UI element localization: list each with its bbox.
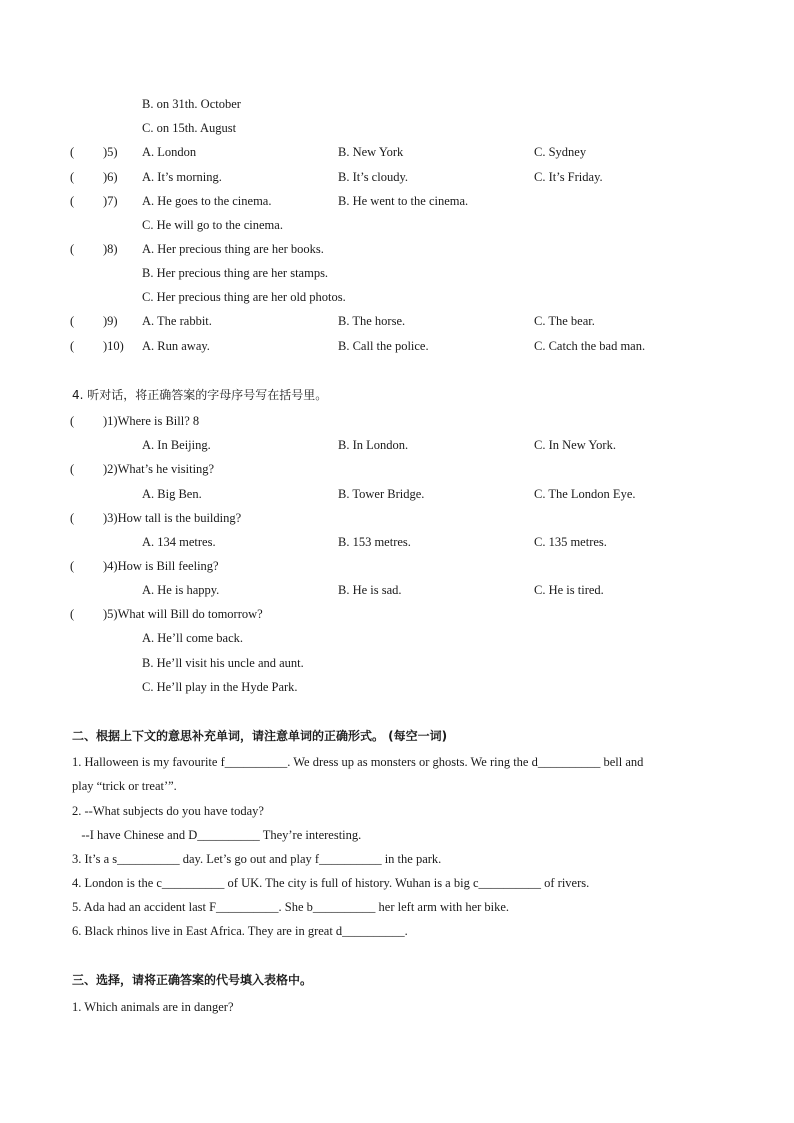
option-c: C. on 15th. August <box>142 121 237 135</box>
option-b: B. Tower Bridge. <box>338 487 425 501</box>
option-c: C. He will go to the cinema. <box>142 218 283 232</box>
option-b: B. He’ll visit his uncle and aunt. <box>142 656 304 670</box>
question-text: )1)Where is Bill? 8 <box>103 414 200 428</box>
fill-sentence: play “trick or treat’”. <box>72 779 177 793</box>
question-text: )3)How tall is the building? <box>103 511 242 525</box>
question-number: )5) <box>103 145 118 159</box>
fill-sentence: 2. --What subjects do you have today? <box>72 804 264 818</box>
option-b: B. Call the police. <box>338 339 429 353</box>
answer-bracket[interactable]: ( <box>70 145 75 159</box>
option-a: A. He goes to the cinema. <box>142 194 272 208</box>
question-text: )2)What’s he visiting? <box>103 462 215 476</box>
option-a: A. Big Ben. <box>142 487 202 501</box>
answer-bracket[interactable]: ( <box>70 194 75 208</box>
option-a: A. In Beijing. <box>142 438 211 452</box>
question-number: )7) <box>103 194 118 208</box>
option-c: C. Catch the bad man. <box>534 339 646 353</box>
option-a: A. He’ll come back. <box>142 631 244 645</box>
option-c: C. Sydney <box>534 145 587 159</box>
option-a: A. London <box>142 145 197 159</box>
fill-sentence: --I have Chinese and D__________ They’re interesting. <box>72 828 362 842</box>
question-number: )10) <box>103 339 124 353</box>
answer-bracket[interactable]: ( <box>70 462 75 476</box>
option-b: B. on 31th. October <box>142 97 241 111</box>
option-c: C. 135 metres. <box>534 535 607 549</box>
option-a: A. He is happy. <box>142 583 220 597</box>
fill-sentence: 3. It’s a s__________ day. Let’s go out and play f__________ in the park. <box>72 852 442 866</box>
option-b: B. 153 metres. <box>338 535 411 549</box>
question-text: )4)How is Bill feeling? <box>103 559 219 573</box>
answer-bracket[interactable]: ( <box>70 559 75 573</box>
answer-bracket[interactable]: ( <box>70 511 75 525</box>
answer-bracket[interactable]: ( <box>70 170 75 184</box>
section2-heading: 二、根据上下文的意思补充单词，请注意单词的正确形式。 (每空一词) <box>72 729 448 743</box>
fill-sentence: 5. Ada had an accident last F__________. She b__________ her left arm with her bike. <box>72 900 510 914</box>
option-a: A. 134 metres. <box>142 535 216 549</box>
question-text: )5)What will Bill do tomorrow? <box>103 607 263 621</box>
question-number: )8) <box>103 242 118 256</box>
option-c: C. The London Eye. <box>534 487 636 501</box>
fill-sentence: 6. Black rhinos live in East Africa. They are in great d__________. <box>72 924 408 938</box>
answer-bracket[interactable]: ( <box>70 314 75 328</box>
answer-bracket[interactable]: ( <box>70 339 75 353</box>
option-c: C. He is tired. <box>534 583 604 597</box>
option-b: B. He is sad. <box>338 583 402 597</box>
option-c: C. In New York. <box>534 438 616 452</box>
part4-heading: 4. 听对话，将正确答案的字母序号写在括号里。 <box>72 388 328 402</box>
option-b: B. New York <box>338 145 404 159</box>
option-b: B. It’s cloudy. <box>338 170 409 184</box>
fill-sentence: 1. Halloween is my favourite f__________. We dress up as monsters or ghosts. We ring the d__________ bell and <box>72 755 644 769</box>
option-b: B. In London. <box>338 438 409 452</box>
option-a: A. The rabbit. <box>142 314 212 328</box>
answer-bracket[interactable]: ( <box>70 607 75 621</box>
answer-bracket[interactable]: ( <box>70 414 75 428</box>
option-b: B. Her precious thing are her stamps. <box>142 266 329 280</box>
option-b: B. The horse. <box>338 314 406 328</box>
answer-bracket[interactable]: ( <box>70 242 75 256</box>
option-c: C. He’ll play in the Hyde Park. <box>142 680 298 694</box>
option-b: B. He went to the cinema. <box>338 194 469 208</box>
option-a: A. It’s morning. <box>142 170 222 184</box>
question-number: )9) <box>103 314 118 328</box>
section3-heading: 三、选择，请将正确答案的代号填入表格中。 <box>72 973 313 987</box>
option-c: C. Her precious thing are her old photos. <box>142 290 346 304</box>
fill-sentence: 4. London is the c__________ of UK. The city is full of history. Wuhan is a big c__________ of rivers. <box>72 876 590 890</box>
question-number: )6) <box>103 170 118 184</box>
question-text: 1. Which animals are in danger? <box>72 1000 234 1014</box>
option-c: C. The bear. <box>534 314 595 328</box>
option-a: A. Her precious thing are her books. <box>142 242 324 256</box>
option-a: A. Run away. <box>142 339 210 353</box>
option-c: C. It’s Friday. <box>534 170 603 184</box>
